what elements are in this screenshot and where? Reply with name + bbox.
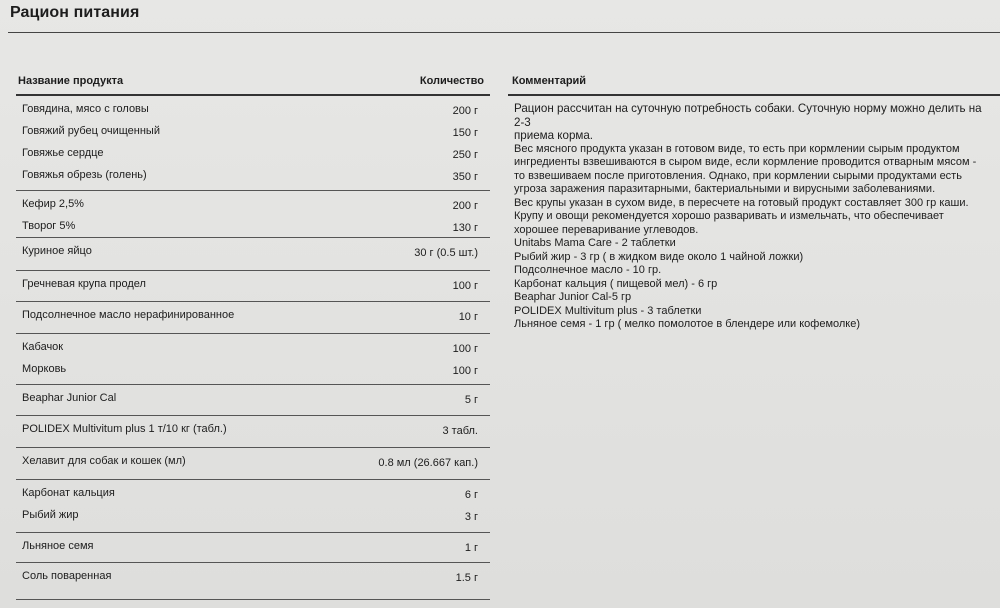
product-quantity: 100 г xyxy=(452,343,478,355)
title-divider xyxy=(8,32,1000,33)
product-quantity: 0.8 мл (26.667 кап.) xyxy=(378,457,478,469)
product-name: Подсолнечное масло нерафинированное xyxy=(22,309,235,321)
product-name: Куриное яйцо xyxy=(22,245,92,257)
table-row xyxy=(16,120,490,142)
product-quantity: 250 г xyxy=(452,149,478,161)
product-name: Хелавит для собак и кошек (мл) xyxy=(22,455,186,467)
product-group xyxy=(16,416,490,448)
comment-line: Льняное семя - 1 гр ( мелко помолотое в блендере или кофемолке) xyxy=(514,318,861,330)
product-quantity: 100 г xyxy=(452,280,478,292)
page-title: Рацион питания xyxy=(10,4,140,21)
product-name: Морковь xyxy=(22,363,67,375)
product-name: Льняное семя xyxy=(22,540,94,552)
comment-line: угроза заражения паразитарными, бактериальными и вирусными заболеваниями. xyxy=(514,183,936,195)
product-quantity: 3 табл. xyxy=(442,425,478,437)
table-row xyxy=(16,240,490,262)
comment-line: Рацион рассчитан на суточную потребность собаки. Суточную норму можно делить на 2-3 xyxy=(514,102,982,129)
product-group xyxy=(16,191,490,238)
product-name: Говяжья обрезь (голень) xyxy=(22,169,147,181)
product-group xyxy=(16,563,490,600)
comment-line: Карбонат кальция ( пищевой мел) - 6 гр xyxy=(514,277,718,290)
table-row xyxy=(16,304,490,326)
product-quantity: 10 г xyxy=(458,311,478,323)
product-name: Кабачок xyxy=(22,341,64,353)
comment-column xyxy=(508,70,1000,332)
product-name: Говяжий рубец очищенный xyxy=(22,125,160,137)
product-name: Рыбий жир xyxy=(22,509,79,521)
product-quantity: 5 г xyxy=(464,394,478,406)
comment-line: Beaphar Junior Cal-5 гр xyxy=(514,291,632,303)
product-quantity: 200 г xyxy=(452,200,478,212)
table-row xyxy=(16,142,490,164)
comment-text xyxy=(508,102,1000,332)
table-row xyxy=(16,336,490,358)
comment-line: Unitabs Mama Care - 2 таблетки xyxy=(514,237,676,249)
table-row xyxy=(16,418,490,440)
comment-line: ингредиенты взвешиваются в сыром виде, если кормление проводится отварным мясом - xyxy=(514,156,977,168)
product-name: Творог 5% xyxy=(22,220,76,232)
header-quantity: Количество xyxy=(419,75,484,87)
table-row xyxy=(16,358,490,380)
table-row xyxy=(16,193,490,215)
table-row xyxy=(16,450,490,472)
product-group xyxy=(16,334,490,385)
product-quantity: 130 г xyxy=(452,222,478,234)
header-product-name: Название продукта xyxy=(18,75,124,87)
product-name: Гречневая крупа продел xyxy=(22,278,146,290)
product-name: Карбонат кальция xyxy=(22,487,115,499)
product-name: Кефир 2,5% xyxy=(22,198,84,210)
product-quantity: 30 г (0.5 шт.) xyxy=(414,247,478,259)
product-quantity: 350 г xyxy=(452,171,478,183)
table-row xyxy=(16,504,490,526)
comment-line: приема корма. xyxy=(514,129,594,142)
comment-line: Крупу и овощи рекомендуется хорошо разваривать и измельчать, что обеспечивает xyxy=(514,210,944,222)
table-row xyxy=(16,273,490,295)
product-quantity: 6 г xyxy=(464,489,478,501)
product-name: Говяжье сердце xyxy=(22,147,104,159)
table-row xyxy=(16,98,490,120)
product-group xyxy=(16,96,490,191)
comment-header-row xyxy=(508,70,1000,96)
comment-line: Подсолнечное масло - 10 гр. xyxy=(514,264,662,276)
product-group xyxy=(16,480,490,533)
product-group xyxy=(16,302,490,334)
product-name: POLIDEX Multivitum plus 1 т/10 кг (табл.) xyxy=(22,423,227,435)
table-row xyxy=(16,565,490,587)
product-table-header xyxy=(16,70,490,96)
product-name: Соль поваренная xyxy=(22,570,112,582)
product-quantity: 1.5 г xyxy=(455,572,478,584)
product-quantity: 200 г xyxy=(452,105,478,117)
table-row xyxy=(16,164,490,186)
product-table xyxy=(16,70,490,600)
product-name: Beaphar Junior Cal xyxy=(22,392,117,404)
product-quantity: 100 г xyxy=(452,365,478,377)
comment-line: хорошее переваривание углеводов. xyxy=(514,223,699,236)
product-groups xyxy=(16,96,490,600)
table-row xyxy=(16,535,490,557)
product-group xyxy=(16,271,490,302)
comment-line: Вес крупы указан в сухом виде, в пересчете на готовый продукт составляет 300 гр каши. xyxy=(514,196,969,209)
product-group xyxy=(16,448,490,480)
header-comment: Комментарий xyxy=(512,75,587,87)
product-group xyxy=(16,533,490,563)
product-quantity: 1 г xyxy=(464,542,478,554)
comment-line: Вес мясного продукта указан в готовом виде, то есть при кормлении сырым продуктом xyxy=(514,142,960,155)
product-group xyxy=(16,385,490,416)
product-group xyxy=(16,238,490,271)
product-name: Говядина, мясо с головы xyxy=(22,103,149,115)
comment-line: Рыбий жир - 3 гр ( в жидком виде около 1 чайной ложки) xyxy=(514,250,804,263)
comment-line: POLIDEX Multivitum plus - 3 таблетки xyxy=(514,304,702,317)
table-row xyxy=(16,387,490,409)
comment-line: то взвешиваем после приготовления. Однако, при кормлении сырыми продуктами есть xyxy=(514,169,962,182)
product-quantity: 3 г xyxy=(464,511,478,523)
product-quantity: 150 г xyxy=(452,127,478,139)
table-row xyxy=(16,482,490,504)
table-row xyxy=(16,215,490,237)
